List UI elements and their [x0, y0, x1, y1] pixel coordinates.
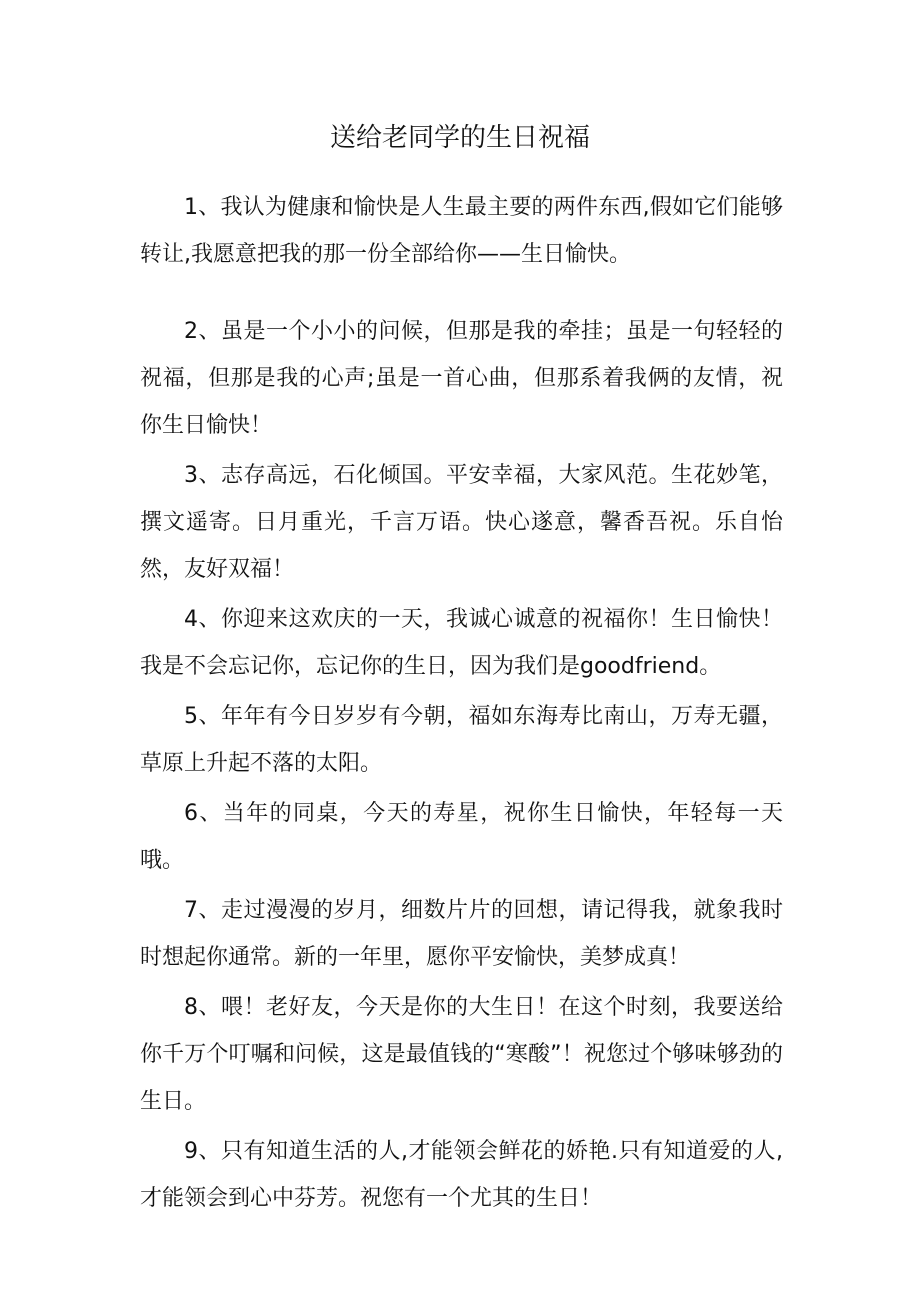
paragraph-8: 8、喂！老好友，今天是你的大生日！在这个时刻，我要送给你千万个叮嘱和问候，这是最值钱的“寒酸”！祝您过个够味够劲的生日。 — [140, 995, 783, 1114]
paragraph-6: 6、当年的同桌，今天的寿星，祝你生日愉快，年轻每一天哦。 — [140, 801, 783, 873]
paragraph-4: 4、你迎来这欢庆的一天，我诚心诚意的祝福你！生日愉快！我是不会忘记你，忘记你的生日，因为我们是goodfriend。 — [140, 607, 783, 679]
paragraph-2: 2、虽是一个小小的问候，但那是我的牵挂；虽是一句轻轻的祝福，但那是我的心声;虽是一首心曲，但那系着我俩的友情，祝你生日愉快！ — [140, 319, 783, 438]
paragraph-3: 3、志存高远，石化倾国。平安幸福，大家风范。生花妙笔，撰文遥寄。日月重光，千言万语。快心遂意，馨香吾祝。乐自怡然，友好双福！ — [140, 463, 783, 582]
paragraph-9: 9、只有知道生活的人,才能领会鲜花的娇艳.只有知道爱的人,才能领会到心中芬芳。祝您有一个尤其的生日！ — [140, 1139, 783, 1211]
document-title: 送给老同学的生日祝福 — [329, 123, 590, 153]
document-body — [140, 184, 783, 1225]
paragraph-7: 7、走过漫漫的岁月，细数片片的回想，请记得我，就象我时时想起你通常。新的一年里，愿你平安愉快，美梦成真！ — [140, 898, 783, 970]
paragraph-1: 1、我认为健康和愉快是人生最主要的两件东西,假如它们能够转让,我愿意把我的那一份全部给你——生日愉快。 — [140, 195, 783, 267]
paragraph-5: 5、年年有今日岁岁有今朝，福如东海寿比南山，万寿无疆，草原上升起不落的太阳。 — [140, 704, 783, 776]
